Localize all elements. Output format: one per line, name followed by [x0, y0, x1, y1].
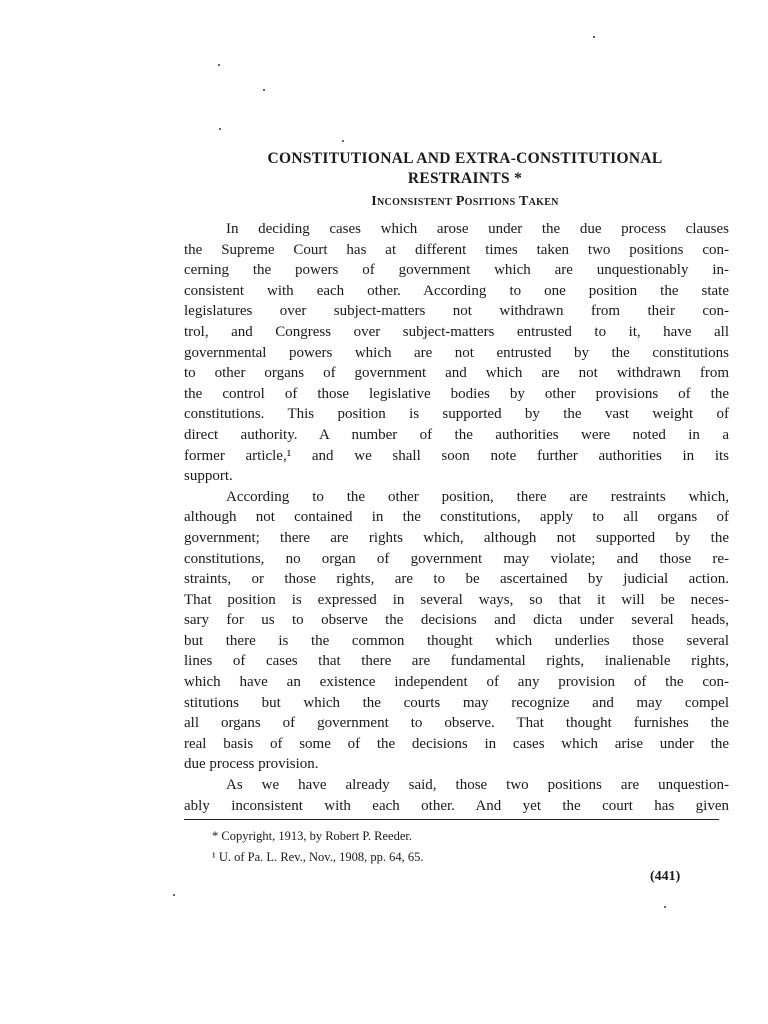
body-line: former article,¹ and we shall soon note further authorities in its	[184, 447, 729, 464]
body-line: government; there are rights which, although not supported by the	[184, 529, 729, 546]
body-line: although not contained in the constitutions, apply to all organs of	[184, 509, 729, 526]
body-line: That position is expressed in several ways, so that it will be neces-	[184, 591, 729, 608]
body-line: According to the other position, there are restraints which,	[226, 488, 729, 505]
scan-speck	[664, 906, 666, 908]
body-line: legislatures over subject-matters not withdrawn from their con-	[184, 303, 729, 320]
body-line: real basis of some of the decisions in cases which arise under the	[184, 735, 729, 752]
body-line: As we have already said, those two positions are unquestion-	[226, 777, 729, 794]
body-line: ably inconsistent with each other. And yet the court has given	[184, 797, 729, 814]
scan-speck	[263, 89, 265, 91]
title-line-2: RESTRAINTS *	[407, 170, 523, 187]
body-line: all organs of government to observe. That thought furnishes the	[184, 715, 729, 732]
body-line: In deciding cases which arose under the due process clauses	[226, 221, 729, 237]
body-line: cerning the powers of government which are unquestionably in-	[184, 262, 729, 279]
scan-speck	[218, 64, 220, 66]
body-line: straints, or those rights, are to be ascertained by judicial action.	[184, 571, 729, 588]
scan-speck	[219, 128, 221, 130]
footnote-rule	[184, 819, 719, 820]
page-number: (441)	[650, 869, 681, 884]
body-line: due process provision.	[184, 756, 319, 773]
article-title	[190, 149, 740, 189]
body-line: the Supreme Court has at different times taken two positions con-	[184, 241, 729, 258]
body-line: sary for us to observe the decisions and dicta under several heads,	[184, 612, 729, 629]
section-heading: Inconsistent Positions Taken	[371, 194, 559, 209]
body-line: but there is the common thought which underlies those several	[184, 632, 729, 649]
body-line: stitutions but which the courts may recognize and may compel	[184, 694, 729, 711]
body-text	[184, 219, 729, 816]
title-line-1: CONSTITUTIONAL AND EXTRA-CONSTITUTIONAL	[267, 150, 663, 167]
footnotes	[212, 826, 424, 868]
body-line: consistent with each other. According to one position the state	[184, 282, 729, 299]
body-line: support.	[184, 468, 233, 485]
scan-speck	[593, 36, 595, 38]
body-line: direct authority. A number of the authorities were noted in a	[184, 426, 729, 443]
body-line: lines of cases that there are fundamental rights, inalienable rights,	[184, 653, 729, 670]
body-line: which have an existence independent of any provision of the con-	[184, 674, 729, 691]
body-line: the control of those legislative bodies by other provisions of the	[184, 385, 729, 402]
body-line: governmental powers which are not entrusted by the constitutions	[184, 344, 729, 361]
footnote-1: ¹ U. of Pa. L. Rev., Nov., 1908, pp. 64, 65.	[212, 850, 424, 864]
footnote-copyright: * Copyright, 1913, by Robert P. Reeder.	[212, 829, 412, 843]
body-line: constitutions, no organ of government may violate; and those re-	[184, 550, 729, 567]
body-line: trol, and Congress over subject-matters entrusted to it, have all	[184, 323, 729, 340]
body-line: constitutions. This position is supported by the vast weight of	[184, 406, 729, 423]
scan-speck	[342, 140, 344, 142]
scan-speck	[173, 894, 175, 896]
body-line: to other organs of government and which are not withdrawn from	[184, 365, 729, 382]
